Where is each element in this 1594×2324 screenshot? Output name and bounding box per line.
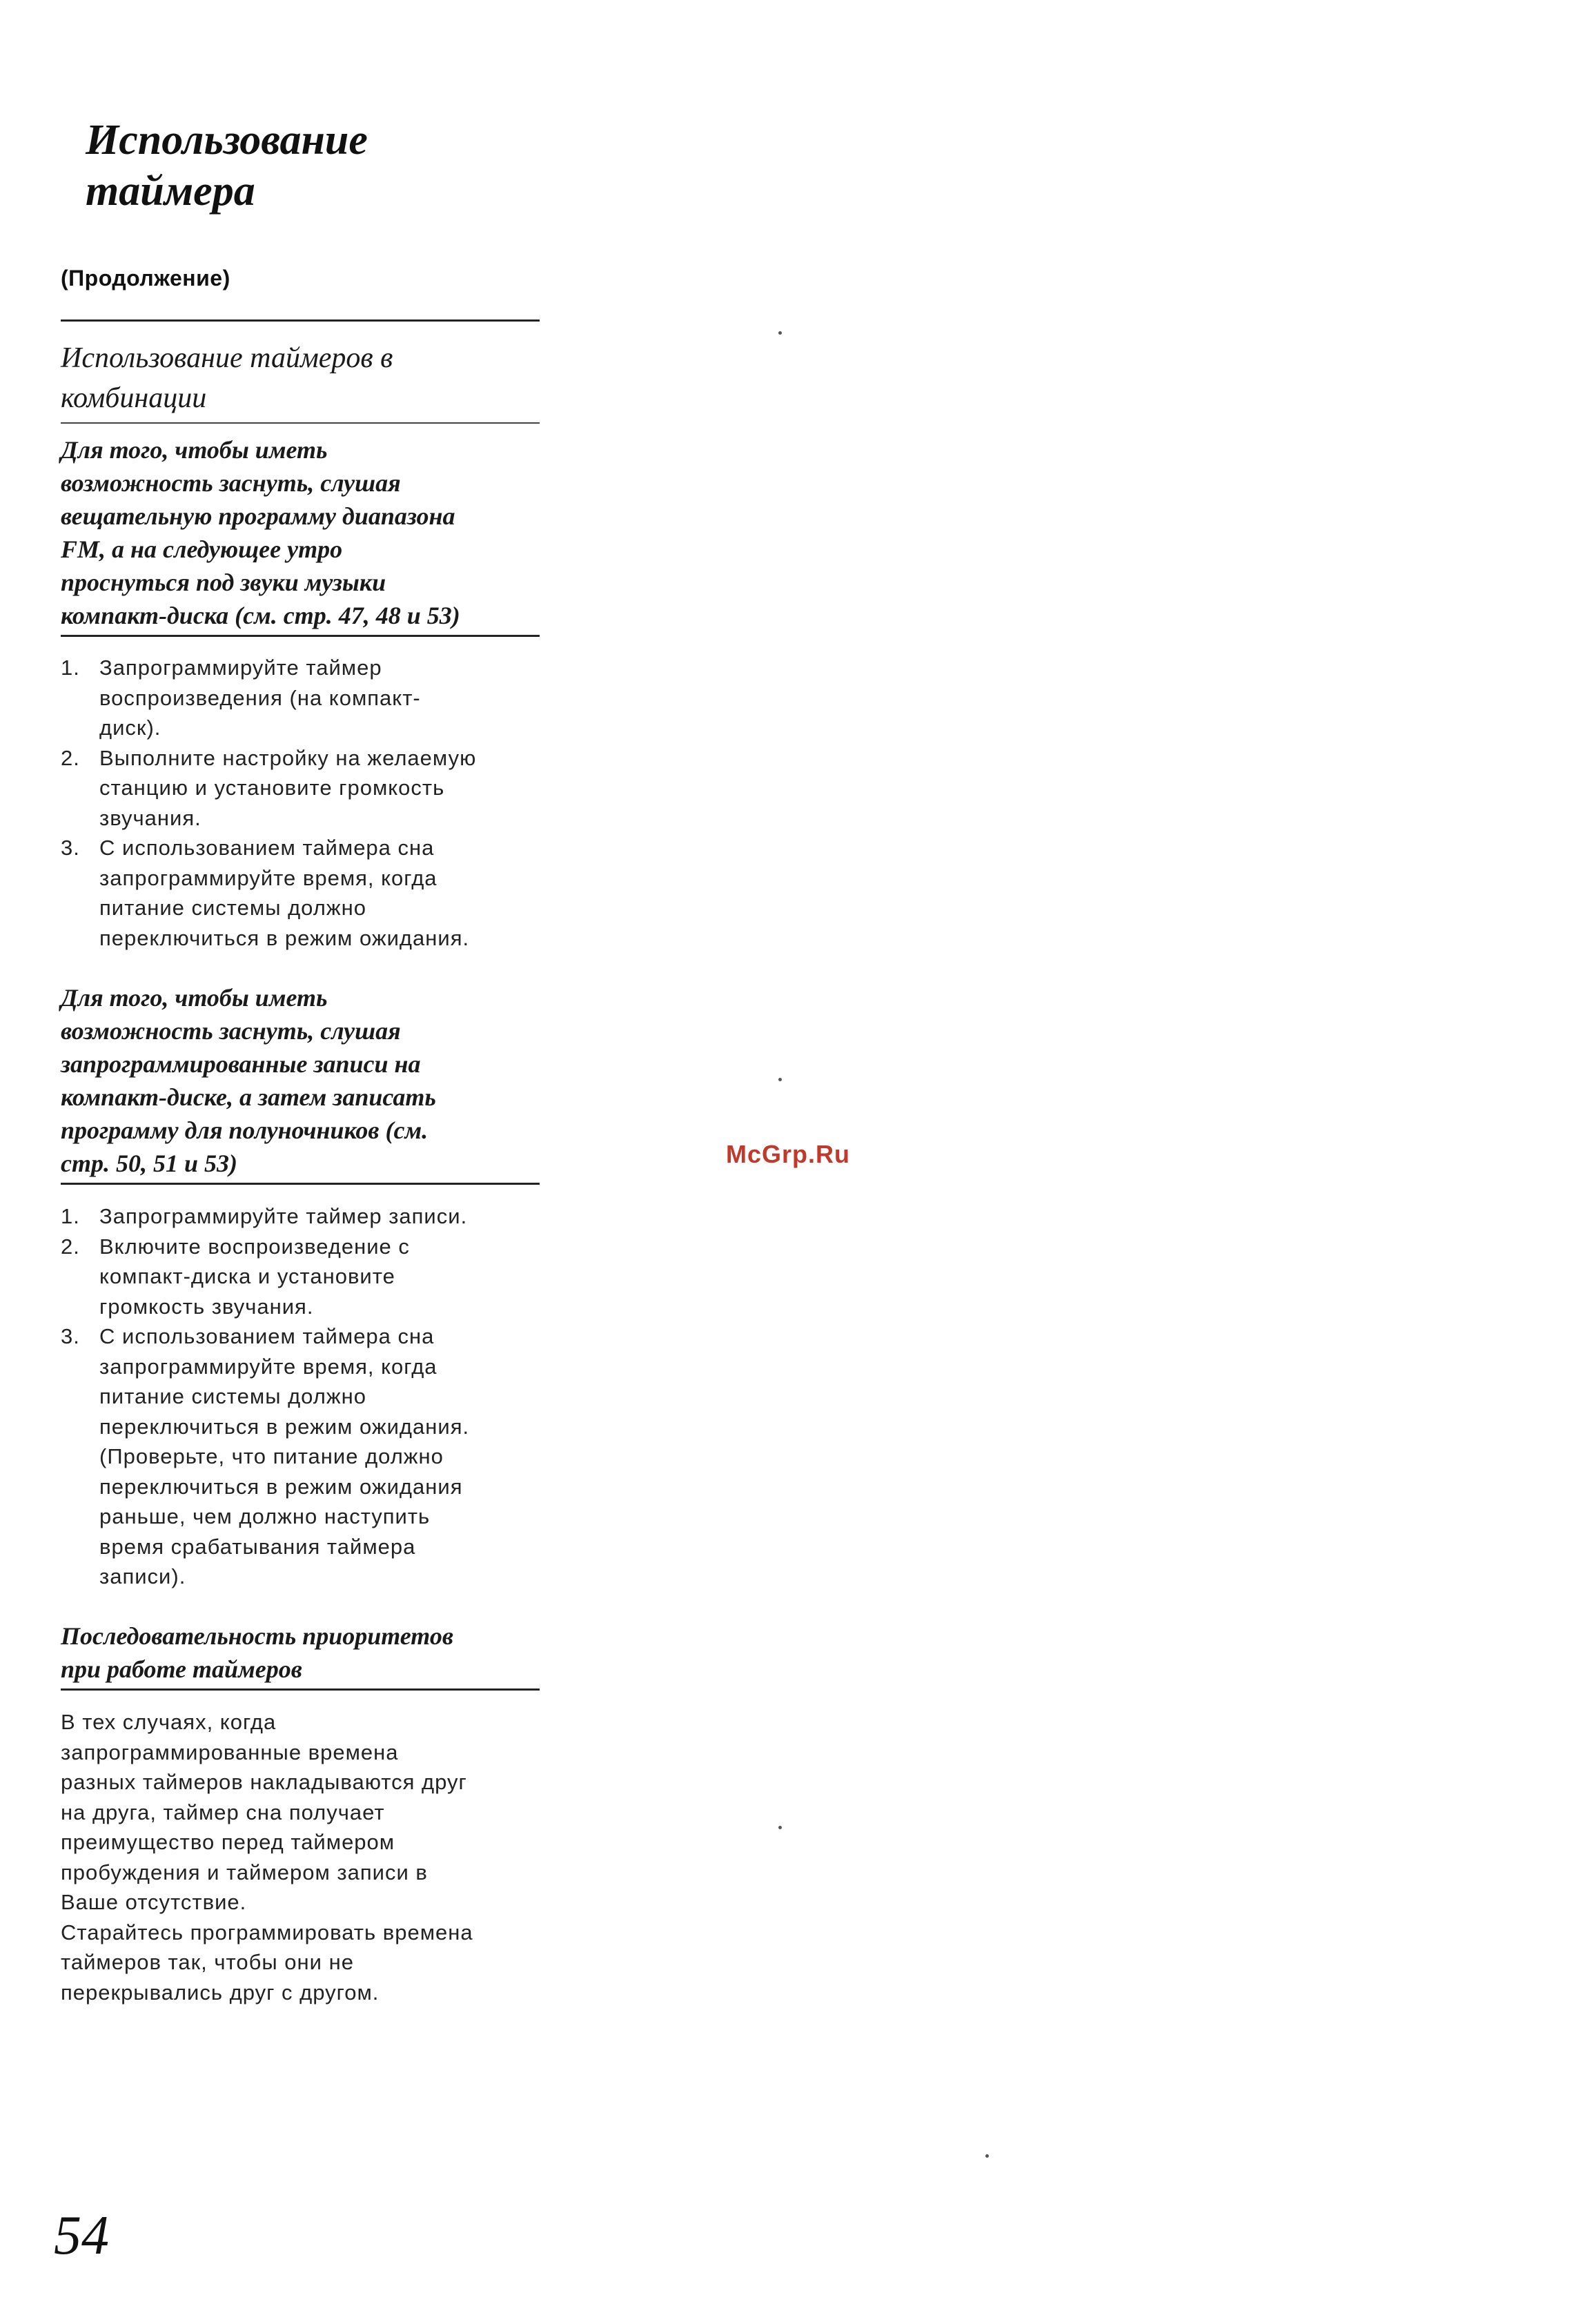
list-item <box>61 743 544 834</box>
step-text: диск). <box>99 716 161 740</box>
step-text: время срабатывания таймера <box>99 1534 416 1559</box>
step-text: (Проверьте, что питание должно <box>99 1444 444 1468</box>
paragraph-line: Старайтесь программировать времена <box>61 1920 473 1944</box>
step-list <box>61 1201 544 1592</box>
page-title <box>86 115 638 217</box>
page-number: 54 <box>54 2205 109 2266</box>
paragraph-line: преимущество перед таймером <box>61 1830 395 1854</box>
subheading-line: возможность заснуть, слушая <box>61 1017 401 1045</box>
subheading-line: вещательную программу диапазона <box>61 502 455 530</box>
step-number: 1. <box>61 656 80 680</box>
step-text: питание системы должно <box>99 896 366 920</box>
subheading-line: программу для полуночников (см. <box>61 1116 429 1144</box>
subheading-line: стр. 50, 51 и 53) <box>61 1150 237 1177</box>
step-list <box>61 653 544 953</box>
subheading-line: при работе таймеров <box>61 1655 302 1683</box>
subheading-timer-priority <box>61 1619 540 1691</box>
subheading-line: компакт-диска (см. стр. 47, 48 и 53) <box>61 602 460 629</box>
step-number: 2. <box>61 1234 80 1259</box>
step-text: переключиться в режим ожидания. <box>99 925 470 950</box>
page-title-line: таймера <box>86 167 255 215</box>
scan-speck <box>778 1826 782 1829</box>
paragraph-line: В тех случаях, когда <box>61 1710 277 1734</box>
scan-speck <box>778 1078 782 1081</box>
continuation-label: (Продолжение) <box>61 266 230 290</box>
step-text: звучания. <box>99 805 201 830</box>
subheading-line: Для того, чтобы иметь <box>61 436 328 464</box>
list-item <box>61 653 544 743</box>
step-text: запрограммируйте время, когда <box>99 1354 437 1379</box>
list-item <box>61 833 544 953</box>
section-heading-line: Использование таймеров в <box>61 342 393 374</box>
subheading-line: FM, а на следующее утро <box>61 535 343 563</box>
step-number: 2. <box>61 745 80 770</box>
section-heading <box>61 338 540 424</box>
step-text: Запрограммируйте таймер <box>99 656 382 680</box>
step-text: записи). <box>99 1564 186 1588</box>
section-heading-line: комбинации <box>61 382 207 414</box>
paragraph-line: перекрывались друг с другом. <box>61 1980 380 2005</box>
paragraph-line: запрограммированные времена <box>61 1740 399 1764</box>
step-text: раньше, чем должно наступить <box>99 1504 431 1528</box>
scan-speck <box>985 2154 989 2158</box>
page-title-line: Использование <box>86 116 368 164</box>
step-number: 1. <box>61 1204 80 1228</box>
subheading-line: Последовательность приоритетов <box>61 1622 453 1650</box>
subheading-sleep-cd-record <box>61 981 540 1185</box>
step-number: 3. <box>61 1324 80 1348</box>
list-item <box>61 1201 544 1232</box>
step-text: компакт-диска и установите <box>99 1264 395 1288</box>
paragraph-line: пробуждения и таймером записи в <box>61 1860 428 1884</box>
paragraph-line: таймеров так, чтобы они не <box>61 1950 354 1974</box>
step-text: воспроизведения (на компакт- <box>99 685 421 710</box>
step-text: станцию и установите громкость <box>99 776 445 800</box>
subheading-sleep-fm-wake-cd <box>61 433 540 637</box>
subheading-line: запрограммированные записи на <box>61 1050 421 1078</box>
subheading-line: возможность заснуть, слушая <box>61 469 401 497</box>
scan-speck <box>778 331 782 335</box>
step-text: Выполните настройку на желаемую <box>99 745 477 770</box>
divider <box>61 319 540 322</box>
step-text: С использованием таймера сна <box>99 836 435 860</box>
subheading-line: проснуться под звуки музыки <box>61 569 386 596</box>
paragraph-line: разных таймеров накладываются друг <box>61 1770 467 1794</box>
step-text: переключиться в режим ожидания <box>99 1474 463 1499</box>
step-text: громкость звучания. <box>99 1294 314 1319</box>
step-text: запрограммируйте время, когда <box>99 865 437 890</box>
step-text: Включите воспроизведение с <box>99 1234 410 1259</box>
step-text: С использованием таймера сна <box>99 1324 435 1348</box>
watermark: McGrp.Ru <box>726 1140 851 1168</box>
subheading-line: Для того, чтобы иметь <box>61 984 328 1012</box>
step-text: питание системы должно <box>99 1384 366 1408</box>
paragraph-line: Ваше отсутствие. <box>61 1890 247 1914</box>
priority-paragraph <box>61 1707 558 2007</box>
subheading-line: компакт-диске, а затем записать <box>61 1083 436 1111</box>
list-item <box>61 1321 544 1592</box>
step-number: 3. <box>61 836 80 860</box>
list-item <box>61 1232 544 1322</box>
step-text: переключиться в режим ожидания. <box>99 1414 470 1439</box>
paragraph-line: на друга, таймер сна получает <box>61 1800 385 1824</box>
step-text: Запрограммируйте таймер записи. <box>99 1204 468 1228</box>
